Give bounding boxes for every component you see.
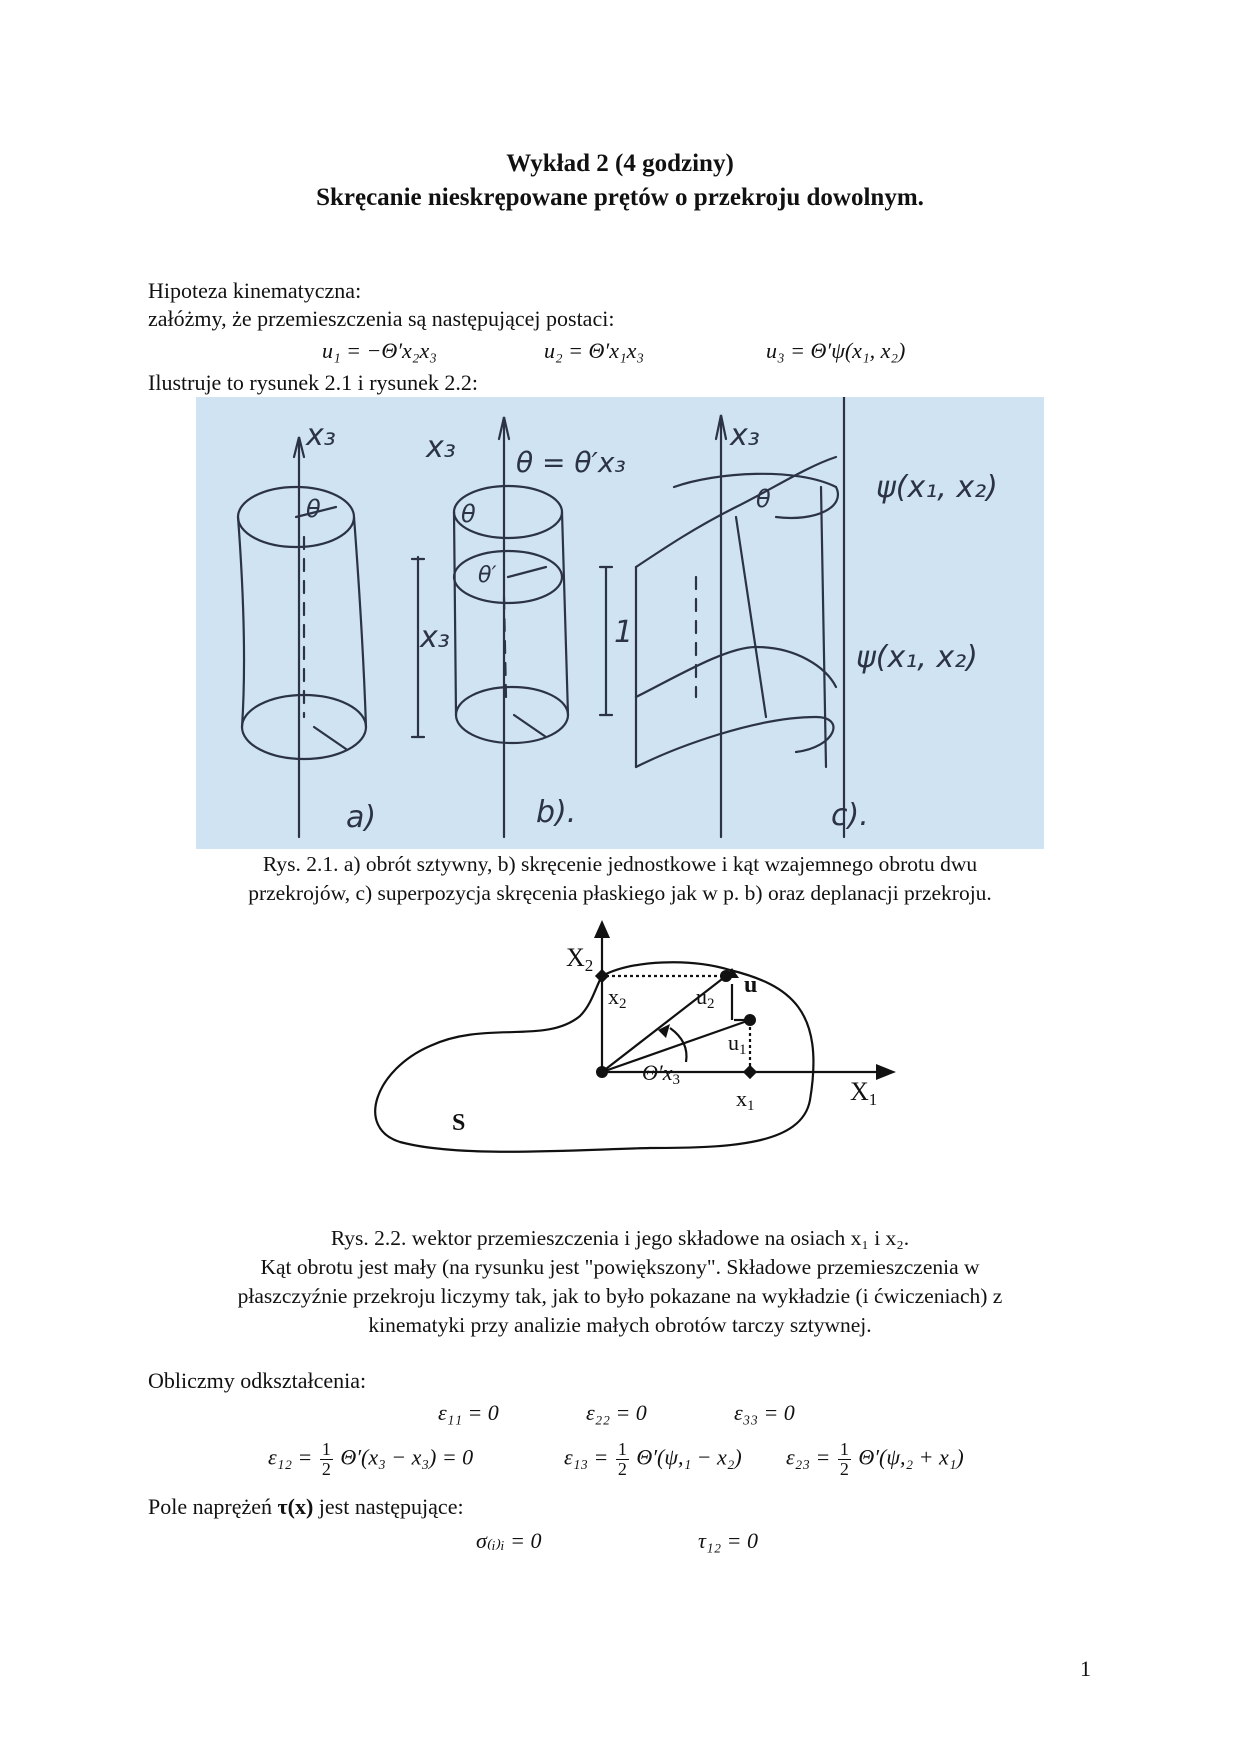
fig2-label-theta: Θ′x bbox=[642, 1060, 673, 1085]
fig2-label-theta-sub: 3 bbox=[672, 1072, 680, 1088]
page-title: Wykład 2 (4 godziny) bbox=[506, 150, 734, 177]
stress-heading: Pole naprężeń τ(x) jest następujące: bbox=[148, 1494, 464, 1519]
eq-e23-rhs: Θ′(ψ,₂ + x₁) bbox=[858, 1444, 964, 1470]
figure-2-2-caption-2: Kąt obrotu jest mały (na rysunku jest "powiększony". Składowe przemieszczenia w bbox=[260, 1255, 980, 1279]
tau-x-symbol: τ(x) bbox=[277, 1494, 314, 1519]
fraction-half: $\frac{1}{2}$ bbox=[321, 1439, 331, 1479]
fig1-label-one: 1 bbox=[614, 615, 634, 650]
fig1-label-a: a) bbox=[346, 800, 377, 835]
svg-text:X1 bbox=[850, 1077, 877, 1109]
figure-2-1-photo bbox=[196, 397, 1044, 849]
fig2-label-X2-sub: 2 bbox=[584, 956, 594, 975]
fig2-label-X1: X bbox=[850, 1077, 869, 1106]
figure-2-1-caption-2: przekrojów, c) superpozycja skręcenia płaskiego jak w p. b) oraz deplanacji przekroju. bbox=[248, 881, 992, 905]
eq-e12-rhs: Θ′(x₃ − x₃) = 0 bbox=[340, 1444, 474, 1470]
eq-e12 bbox=[268, 1440, 473, 1479]
eq-e33: ε₃₃ = 0 bbox=[734, 1400, 795, 1425]
fig1-label-c: c). bbox=[831, 798, 869, 833]
fig2-label-x2-sub: 2 bbox=[619, 996, 627, 1012]
eq-e13-rhs: Θ′(ψ,₁ − x₂) bbox=[636, 1444, 742, 1470]
eq-u1: u₁ = −Θ′x₂x₃ bbox=[322, 338, 437, 363]
fig2-label-x2: x bbox=[608, 984, 619, 1009]
page-subtitle: Skręcanie nieskrępowane prętów o przekroju dowolnym. bbox=[316, 184, 924, 211]
fig2-label-x1-sub: 1 bbox=[747, 1098, 755, 1114]
fig2-label-u2: u bbox=[696, 984, 707, 1009]
eq-sigma: σ₍ᵢ₎ᵢ = 0 bbox=[476, 1528, 542, 1553]
svg-text:x1 bbox=[736, 1086, 755, 1114]
intro-line-2: załóżmy, że przemieszczenia są następującej postaci: bbox=[148, 306, 615, 331]
figure-2-1-caption-1: Rys. 2.1. a) obrót sztywny, b) skręcenie jednostkowe i kąt wzajemnego obrotu dwu bbox=[262, 852, 978, 876]
figure-2-2-caption-4: kinematyki przy analizie małych obrotów tarczy sztywnej. bbox=[368, 1313, 872, 1337]
fig1-label-theta-prime-b: θ′ bbox=[478, 563, 497, 588]
eq-e22: ε₂₂ = 0 bbox=[586, 1400, 647, 1425]
fig2-label-x1: x bbox=[736, 1086, 747, 1111]
eq-e12-lhs: ε₁₂ = bbox=[268, 1444, 313, 1470]
fig2-label-u1-sub: 1 bbox=[739, 1042, 747, 1058]
fig2-label-u1: u bbox=[728, 1030, 739, 1055]
fig1-label-b: b). bbox=[536, 795, 577, 830]
intro-line-3: Ilustruje to rysunek 2.1 i rysunek 2.2: bbox=[148, 370, 478, 395]
fig1-label-theta-b: θ bbox=[461, 500, 476, 528]
eq-e23 bbox=[786, 1440, 964, 1479]
fraction-half: $\frac{1}{2}$ bbox=[617, 1439, 627, 1479]
fig2-label-S: S bbox=[452, 1110, 466, 1136]
svg-text:x2 bbox=[608, 984, 627, 1012]
fig1-label-x3-c: x₃ bbox=[730, 418, 760, 453]
svg-text:X2 bbox=[566, 943, 593, 975]
fig1-label-x3-a: x₃ bbox=[306, 418, 336, 453]
eq-e11: ε₁₁ = 0 bbox=[438, 1400, 499, 1425]
eq-e23-lhs: ε₂₃ = bbox=[786, 1444, 831, 1470]
figure-2-1-sketch bbox=[196, 397, 1044, 849]
fig2-label-X1-sub: 1 bbox=[868, 1090, 878, 1109]
svg-text:Θ′x3 bbox=[642, 1060, 680, 1088]
fig2-label-u2-sub: 2 bbox=[707, 996, 715, 1012]
fig1-label-theta-a: θ bbox=[306, 495, 321, 523]
page-number: 1 bbox=[1080, 1656, 1091, 1681]
figure-2-2-caption-1: Rys. 2.2. wektor przemieszczenia i jego składowe na osiach x₁ i x₂. bbox=[330, 1226, 910, 1250]
eq-e13 bbox=[564, 1440, 742, 1479]
fig1-label-x3-height: x₃ bbox=[420, 620, 450, 655]
intro-line-1: Hipoteza kinematyczna: bbox=[148, 278, 362, 303]
fig1-label-theta-eq: θ = θ′x₃ bbox=[516, 446, 626, 479]
fig1-label-theta-c: θ bbox=[756, 485, 771, 513]
svg-text:u1 bbox=[728, 1030, 747, 1058]
fig1-label-psi-mid: ψ(x₁, x₂) bbox=[856, 640, 978, 675]
strain-heading: Obliczmy odkształcenia: bbox=[148, 1368, 367, 1393]
figure-2-2-caption-3: płaszczyźnie przekroju liczymy tak, jak to było pokazane na wykładzie (i ćwiczeniach) z bbox=[237, 1284, 1003, 1308]
fig2-label-X2: X bbox=[566, 943, 585, 972]
figure-2-2-diagram bbox=[370, 920, 910, 1170]
eq-u3: u₃ = Θ′ψ(x₁, x₂) bbox=[766, 338, 906, 363]
eq-e13-lhs: ε₁₃ = bbox=[564, 1444, 609, 1470]
fig2-label-u: u bbox=[744, 972, 758, 998]
eq-u2: u₂ = Θ′x₁x₃ bbox=[544, 338, 645, 363]
eq-tau12: τ₁₂ = 0 bbox=[698, 1528, 759, 1553]
fig1-label-x3-b: x₃ bbox=[426, 430, 456, 465]
fig1-label-psi-top: ψ(x₁, x₂) bbox=[876, 470, 998, 505]
fraction-half: $\frac{1}{2}$ bbox=[839, 1439, 849, 1479]
